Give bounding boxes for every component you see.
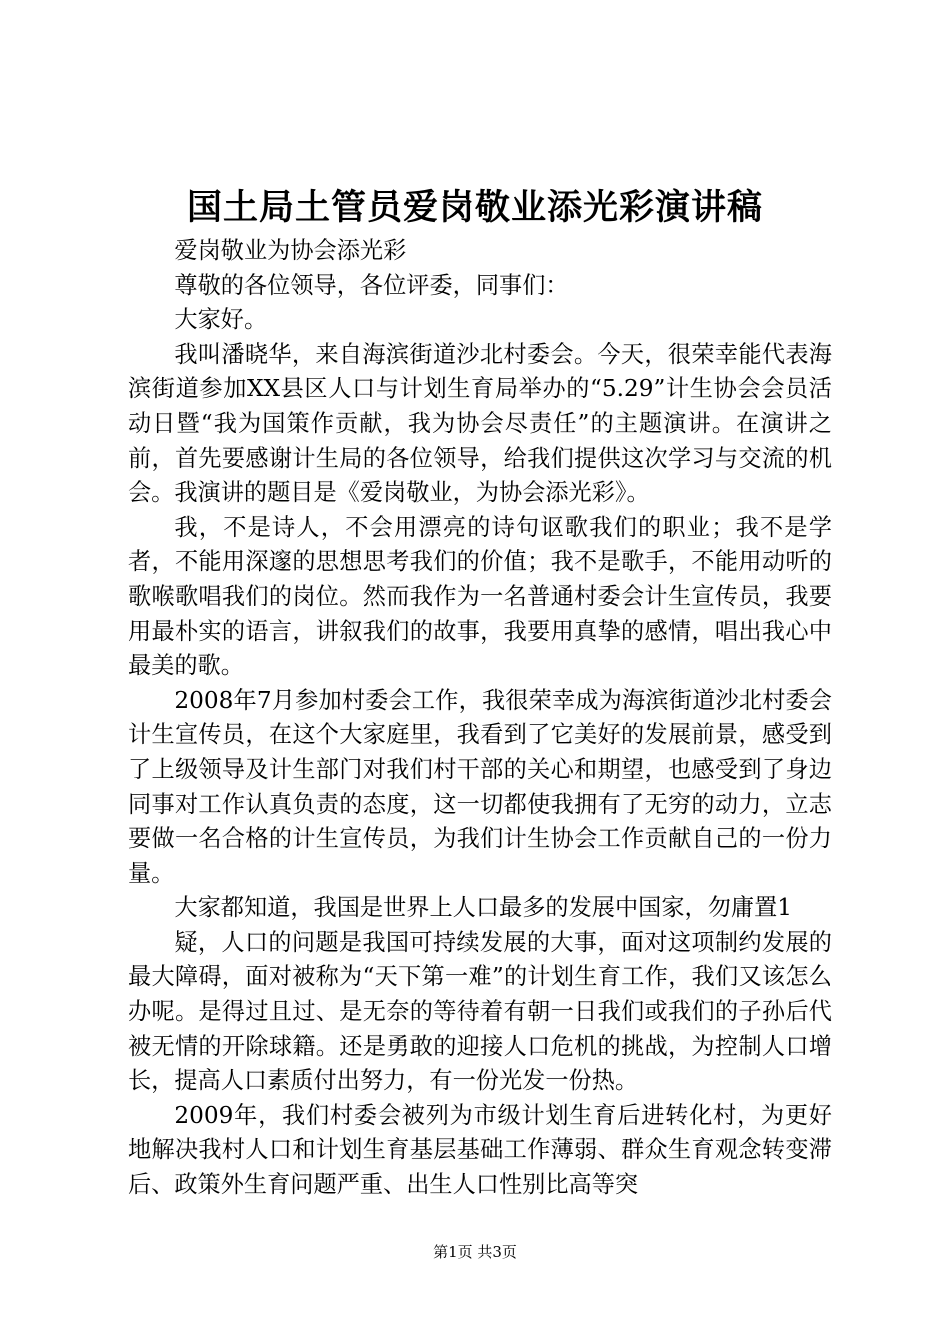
paragraph-salutation: 尊敬的各位领导，各位评委，同事们： xyxy=(174,271,569,299)
page-footer: 第1页 共3页 xyxy=(433,1243,517,1261)
paragraph-doubt: 疑，人口的问题是我国可持续发展的大事，面对这项制约发展的最大障碍，面对被称为“天下第一难”的计划生育工作，我们又该怎么办呢。是得过且过、是无奈的等待着有朝一日我们或我们的子孙后代被无情的开除球籍。还是勇敢的迎接人口危机的挑战，为控制人口增长，提高人口素质付出努力，有一份光发一份热。 xyxy=(128,928,832,1095)
document-title: 国土局土管员爱岗敬业添光彩演讲稿 xyxy=(186,187,763,228)
document-body xyxy=(128,234,832,1203)
paragraph-not-poet: 我，不是诗人，不会用漂亮的诗句讴歌我们的职业；我不是学者，不能用深邃的思想思考我们的价值；我不是歌手，不能用动听的歌喉歌唱我们的岗位。然而我作为一名普通村委会计生宣传员，我要用最朴实的语言，讲叙我们的故事，我要用真挚的感情，唱出我心中最美的歌。 xyxy=(128,513,832,680)
paragraph-2009: 2009年，我们村委会被列为市级计划生育后进转化村，为更好地解决我村人口和计划生育基层基础工作薄弱、群众生育观念转变滞后、政策外生育问题严重、出生人口性别比高等突 xyxy=(128,1101,832,1199)
paragraph-introduction: 我叫潘晓华，来自海滨街道沙北村委会。今天，很荣幸能代表海滨街道参加XX县区人口与计划生育局举办的“5.29”计生协会会员活动日暨“我为国策作贡献，我为协会尽责任”的主题演讲。在演讲之前，首先要感谢计生局的各位领导，给我们提供这次学习与交流的机会。我演讲的题目是《爱岗敬业，为协会添光彩》。 xyxy=(128,340,832,507)
paragraph-2008: 2008年7月参加村委会工作，我很荣幸成为海滨街道沙北村委会计生宣传员，在这个大家庭里，我看到了它美好的发展前景，感受到了上级领导及计生部门对我们村干部的关心和期望，也感受到了身边同事对工作认真负责的态度，这一切都使我拥有了无穷的动力，立志要做一名合格的计生宣传员，为我们计生协会工作贡献自己的一份力量。 xyxy=(128,686,832,887)
paragraph-subtitle: 爱岗敬业为协会添光彩 xyxy=(174,237,407,264)
paragraph-greeting: 大家好。 xyxy=(174,306,268,334)
paragraph-population: 大家都知道，我国是世界上人口最多的发展中国家，勿庸置1 xyxy=(174,894,793,922)
